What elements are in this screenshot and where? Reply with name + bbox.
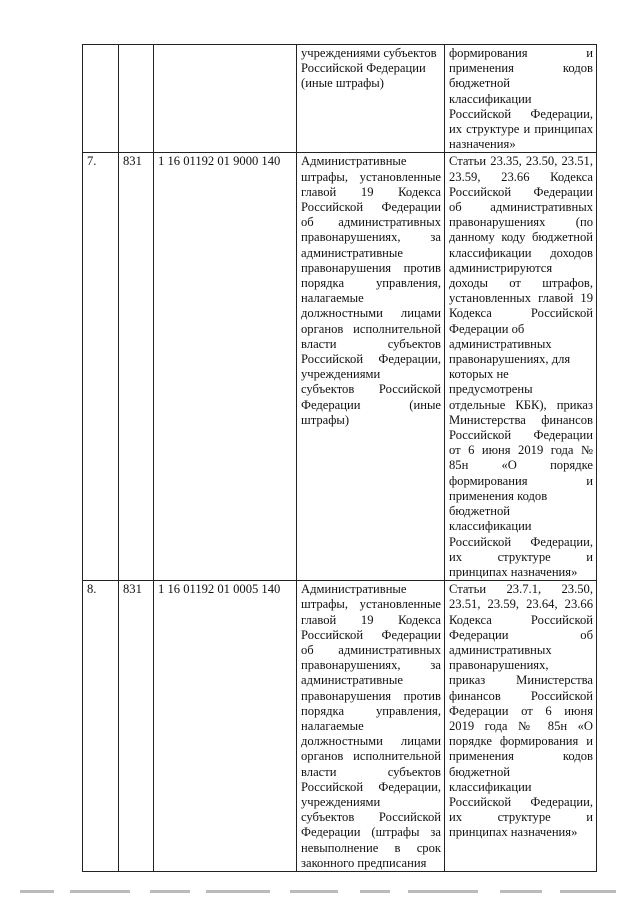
name-line: порядка управления, bbox=[301, 276, 441, 291]
row-number: 8. bbox=[83, 581, 119, 872]
name-line: Административные bbox=[301, 154, 407, 169]
basis-line: применения кодов bbox=[449, 488, 548, 503]
name-line: Российской Федерации bbox=[301, 627, 441, 642]
basis-line: 2019 года № 85н «О bbox=[449, 718, 593, 733]
basis-line: административных bbox=[449, 336, 552, 351]
basis-line: 23.59, 23.66 Кодекса bbox=[449, 169, 593, 184]
name-line: об административных bbox=[301, 215, 441, 230]
basis-line: 23.51, 23.59, 23.64, 23.66 bbox=[449, 597, 593, 612]
table-row bbox=[83, 45, 597, 153]
basis-line: их структуре и bbox=[449, 549, 593, 564]
name-line: главой 19 Кодекса bbox=[301, 184, 441, 199]
basis-line: классификации bbox=[449, 91, 532, 106]
table-row bbox=[83, 581, 597, 872]
name-line: должностными лицами bbox=[301, 306, 441, 321]
kbk-table bbox=[82, 44, 597, 872]
basis-line: Российской Федерации, bbox=[449, 794, 593, 809]
name-line: (иные штрафы) bbox=[301, 76, 384, 91]
admin-code: 831 bbox=[119, 153, 154, 581]
basis-line: от 6 июня 2019 года № bbox=[449, 443, 593, 458]
basis-line: правонарушениях, для bbox=[449, 352, 571, 367]
scan-artifact bbox=[0, 890, 640, 896]
basis-line: Российской Федерации bbox=[449, 184, 593, 199]
basis-line: Федерации об bbox=[449, 627, 593, 642]
name-line: Российской Федерации bbox=[301, 61, 426, 76]
table-row bbox=[83, 153, 597, 581]
income-name bbox=[297, 581, 445, 872]
name-line: учреждениями bbox=[301, 367, 381, 382]
name-line: правонарушениях, за bbox=[301, 658, 441, 673]
basis-line: Кодекса Российской bbox=[449, 612, 593, 627]
name-line: правонарушения против bbox=[301, 688, 441, 703]
name-line: административные bbox=[301, 673, 403, 688]
basis-line: формирования и bbox=[449, 46, 593, 60]
basis-line: отдельные КБК), приказ bbox=[449, 397, 593, 412]
basis-line: Статьи 23.7.1, 23.50, bbox=[449, 582, 593, 597]
name-line: Федерации (штрафы за bbox=[301, 825, 441, 840]
kbk-code: 1 16 01192 01 9000 140 bbox=[154, 153, 297, 581]
income-name bbox=[297, 45, 445, 153]
name-line: Российской Федерации bbox=[301, 200, 441, 215]
name-line: правонарушения против bbox=[301, 260, 441, 275]
admin-code: 831 bbox=[119, 581, 154, 872]
basis-line: бюджетной bbox=[449, 764, 510, 779]
name-line: штрафы, установленные bbox=[301, 169, 441, 184]
basis-line: Федерации об bbox=[449, 321, 525, 336]
basis-line: доходы от штрафов, bbox=[449, 276, 593, 291]
name-line: административные bbox=[301, 245, 403, 260]
name-line: Российской Федерации, bbox=[301, 352, 441, 367]
basis-line: формирования и bbox=[449, 473, 593, 488]
basis-line: классификации bbox=[449, 779, 532, 794]
name-line: учреждениями bbox=[301, 794, 381, 809]
basis-line: администрируются bbox=[449, 260, 553, 275]
name-line: органов исполнительной bbox=[301, 321, 441, 336]
name-line: должностными лицами bbox=[301, 734, 441, 749]
basis-line: Статьи 23.35, 23.50, 23.51, bbox=[449, 154, 593, 169]
name-line: Административные bbox=[301, 582, 407, 597]
name-line: Российской Федерации, bbox=[301, 779, 441, 794]
name-line: органов исполнительной bbox=[301, 749, 441, 764]
name-line: налагаемые bbox=[301, 291, 364, 306]
row-number bbox=[83, 45, 119, 153]
basis-line: предусмотрены bbox=[449, 382, 533, 397]
basis-line: назначения» bbox=[449, 137, 516, 152]
basis-line: применения кодов bbox=[449, 749, 593, 764]
basis-line: классификации bbox=[449, 519, 532, 534]
name-line: налагаемые bbox=[301, 718, 364, 733]
income-name bbox=[297, 153, 445, 581]
row-number: 7. bbox=[83, 153, 119, 581]
basis-line: Российской Федерации, bbox=[449, 534, 593, 549]
basis-line: Министерства финансов bbox=[449, 412, 593, 427]
basis-line: Российской Федерации, bbox=[449, 106, 593, 121]
table-body bbox=[83, 45, 597, 872]
name-line: законного предписания bbox=[301, 855, 427, 870]
basis-line: Федерации от 6 июня bbox=[449, 703, 593, 718]
basis-line: порядке формирования и bbox=[449, 734, 593, 749]
basis-line: их структуре и принципах bbox=[449, 122, 593, 137]
legal-basis bbox=[445, 45, 597, 153]
basis-line: 85н «О порядке bbox=[449, 458, 593, 473]
basis-line: Российской Федерации bbox=[449, 428, 593, 443]
name-line: порядка управления, bbox=[301, 703, 441, 718]
basis-line: принципах назначения» bbox=[449, 825, 578, 840]
name-line: власти субъектов bbox=[301, 764, 441, 779]
name-line: Федерации (иные bbox=[301, 397, 441, 412]
legal-basis bbox=[445, 153, 597, 581]
basis-line: их структуре и bbox=[449, 810, 593, 825]
basis-line: данному коду бюджетной bbox=[449, 230, 593, 245]
name-line: об административных bbox=[301, 642, 441, 657]
admin-code bbox=[119, 45, 154, 153]
basis-line: бюджетной bbox=[449, 76, 510, 91]
legal-basis bbox=[445, 581, 597, 872]
kbk-code: 1 16 01192 01 0005 140 bbox=[154, 581, 297, 872]
basis-line: принципах назначения» bbox=[449, 564, 578, 579]
name-line: власти субъектов bbox=[301, 336, 441, 351]
basis-line: бюджетной bbox=[449, 504, 510, 519]
basis-line: применения кодов bbox=[449, 61, 593, 76]
name-line: субъектов Российской bbox=[301, 382, 441, 397]
basis-line: правонарушениях (по bbox=[449, 215, 593, 230]
basis-line: Кодекса Российской bbox=[449, 306, 593, 321]
basis-line: классификации доходов bbox=[449, 245, 593, 260]
basis-line: административных bbox=[449, 642, 552, 657]
kbk-code bbox=[154, 45, 297, 153]
basis-line: которых не bbox=[449, 367, 509, 382]
basis-line: финансов Российской bbox=[449, 688, 593, 703]
name-line: главой 19 Кодекса bbox=[301, 612, 441, 627]
name-line: правонарушениях, за bbox=[301, 230, 441, 245]
name-line: штрафы) bbox=[301, 412, 350, 427]
name-line: учреждениями субъектов bbox=[301, 46, 437, 60]
basis-line: правонарушениях, bbox=[449, 658, 549, 673]
basis-line: установленных главой 19 bbox=[449, 291, 593, 306]
basis-line: об административных bbox=[449, 200, 593, 215]
name-line: штрафы, установленные bbox=[301, 597, 441, 612]
basis-line: приказ Министерства bbox=[449, 673, 593, 688]
name-line: невыполнение в срок bbox=[301, 840, 441, 855]
name-line: субъектов Российской bbox=[301, 810, 441, 825]
